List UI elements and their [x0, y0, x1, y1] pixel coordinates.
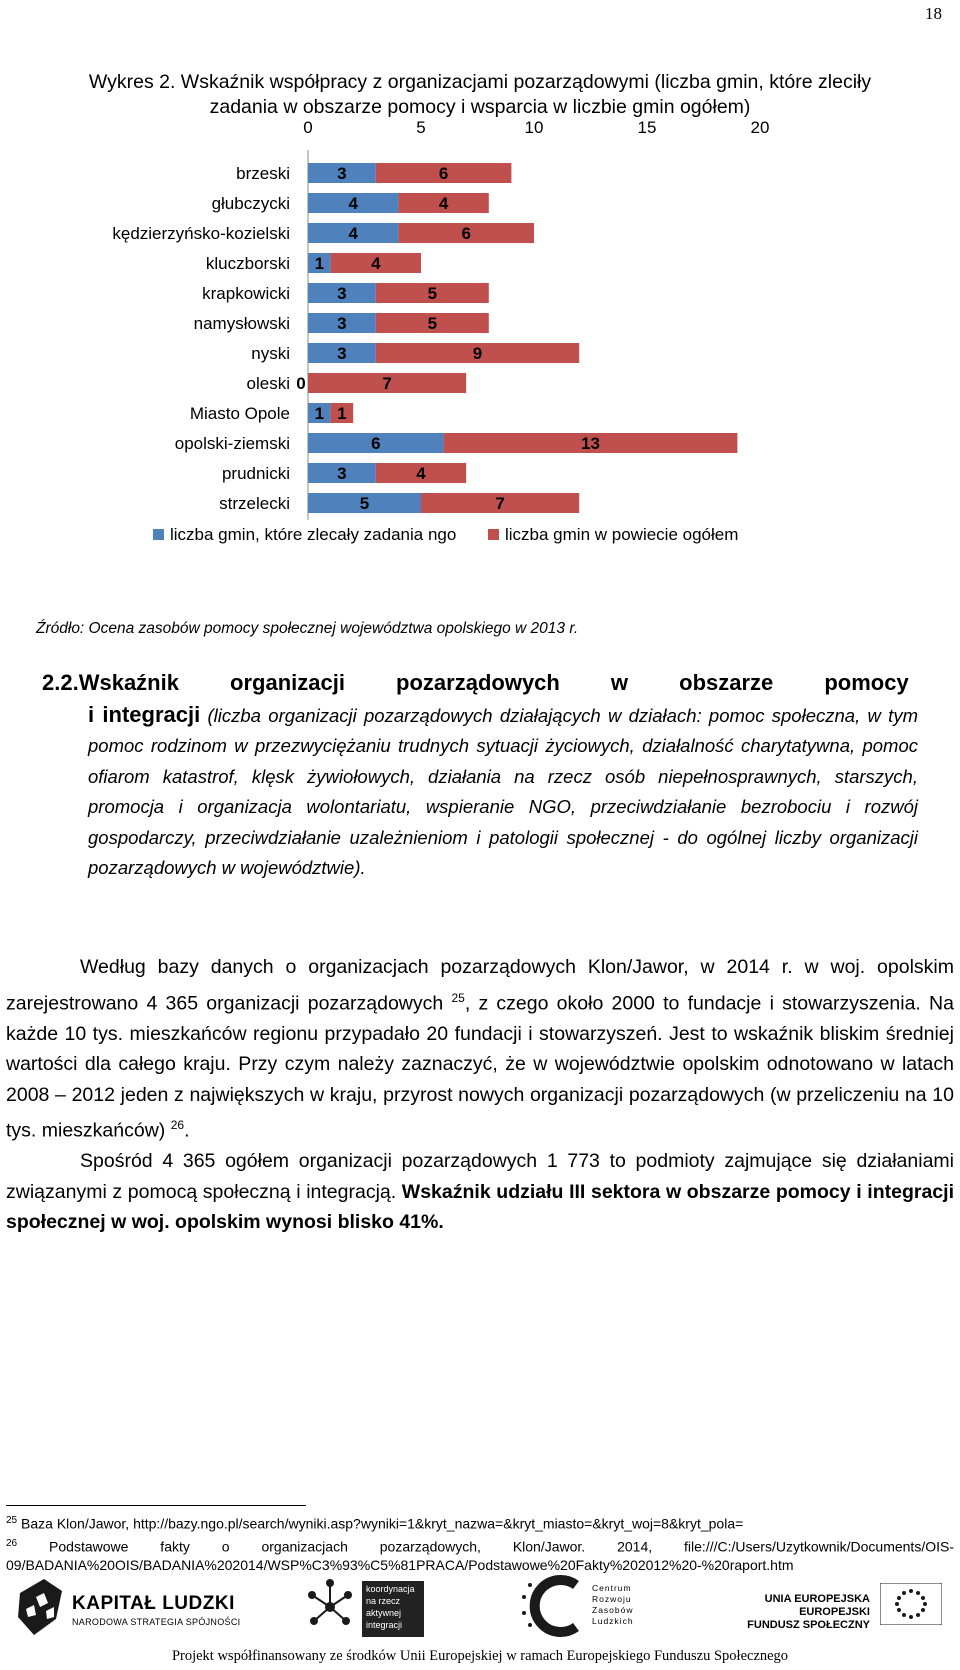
paragraph-2 — [6, 1146, 954, 1238]
footnote-ref-25: 25 — [451, 990, 465, 1005]
crzl-line-4: Ludzkich — [592, 1616, 634, 1626]
footnote-text: Baza Klon/Jawor, http://bazy.ngo.pl/search/wyniki.asp?wyniki=1&kryt_nazwa=&kryt_miasto=&kryt_woj=8&kryt_pola= — [17, 1515, 744, 1532]
category-label: krapkowicki — [202, 284, 290, 303]
eu-text — [720, 1593, 870, 1632]
paragraph-2-text: Spośród 4 365 ogółem organizacji pozarządowych 1 773 to podmioty zajmujące się działaniami związanymi z pomocą społeczną i integracją. — [6, 1150, 954, 1203]
section-2-2 — [42, 668, 918, 884]
chart-title — [40, 70, 920, 120]
section-number: 2.2. — [42, 670, 79, 695]
koordynacja-line-1: koordynacja — [366, 1584, 415, 1594]
x-tick-label: 15 — [637, 118, 657, 137]
data-label: 5 — [359, 494, 370, 513]
data-label: 9 — [472, 344, 483, 363]
footnote-number: 25 — [6, 1515, 18, 1526]
crzl-line-2: Rozwoju — [592, 1594, 632, 1604]
paragraph-1-text-b: , z czego około 2000 to fundacje i stowarzyszenia. Na każde 10 tys. mieszkańców regionu przypadało 20 fundacji i stowarzyszeń. Jest to wskaźnik bliskim średniej wartości dla całego kraju. Przy czym należy zaznaczyć, że w województwie opolskim odnotowano w latach 2008 – 2012 jeden z największych w kraju, przyrost nowych organizacji pozarządowych (w przeliczeniu na 10 tys. mieszkańców) — [6, 992, 954, 1142]
section-heading-part-2: i integracji — [88, 701, 201, 727]
data-label: 4 — [348, 194, 358, 213]
data-label: 6 — [438, 164, 449, 183]
data-label: 3 — [337, 464, 347, 483]
koordynacja-line-2: na rzecz — [366, 1596, 401, 1606]
crzl-logo — [520, 1573, 670, 1643]
x-tick-label: 5 — [416, 118, 426, 137]
eu-line-2: EUROPEJSKI — [799, 1606, 870, 1618]
data-label: 3 — [337, 284, 347, 303]
category-label: kędzierzyńsko-kozielski — [112, 224, 290, 243]
crzl-emblem-icon — [520, 1573, 590, 1639]
koordynacja-logo — [300, 1573, 450, 1643]
data-label: 4 — [348, 224, 358, 243]
data-label: 4 — [371, 254, 381, 273]
data-label: 3 — [337, 314, 347, 333]
footnote-26 — [6, 1534, 954, 1576]
crzl-text — [592, 1583, 634, 1627]
footnotes — [6, 1511, 954, 1575]
data-label: 7 — [495, 494, 505, 513]
x-tick-label: 0 — [303, 118, 313, 137]
paragraph-2-bold: Wskaźnik udziału III sektora w obszarze pomocy i integracji społecznej w woj. opolskim wynosi blisko 41%. — [6, 1180, 954, 1233]
section-description-block — [42, 700, 918, 884]
kapital-ludzki-emblem-icon — [14, 1573, 70, 1639]
eu-logo — [720, 1573, 950, 1643]
eu-line-3: FUNDUSZ SPOŁECZNY — [747, 1619, 870, 1631]
category-label: brzeski — [236, 164, 290, 183]
category-label: opolski-ziemski — [174, 434, 290, 453]
body-text — [6, 952, 954, 1238]
section-heading-part-1: Wskaźnik organizacji pozarządowych w obszarze pomocy — [78, 670, 909, 695]
data-label: 4 — [416, 464, 426, 483]
data-label: 4 — [438, 194, 449, 213]
category-label: prudnicki — [221, 464, 290, 483]
category-label: kluczborski — [205, 254, 290, 273]
category-label: Miasto Opole — [189, 404, 290, 423]
footnote-ref-26: 26 — [170, 1118, 185, 1132]
data-label: 3 — [337, 164, 347, 183]
cofinancing-note: Projekt współfinansowany ze środków Unii Europejskiej w ramach Europejskiego Funduszu Społecznego — [171, 1648, 789, 1664]
kapital-ludzki-subtitle: NARODOWA STRATEGIA SPÓJNOŚCI — [72, 1617, 241, 1627]
chart-title-line-2: zadania w obszarze pomocy i wsparcia w liczbie gmin ogółem) — [209, 96, 751, 118]
data-label: 6 — [461, 224, 471, 243]
legend-swatch-ngo — [153, 529, 164, 540]
data-label: 3 — [337, 344, 347, 363]
stacked-bar-chart — [0, 118, 960, 608]
data-label: 7 — [382, 374, 392, 393]
data-label: 1 — [314, 404, 325, 423]
section-description: (liczba organizacji pozarządowych działających w działach: pomoc społeczna, w tym pomoc rodzinom w przezwyciężaniu trudnych sytuacji życiowych, działalność charytatywna, pomoc ofiarom katastrof, klęsk żywiołowych, działania na rzecz osób niepełnosprawnych, starszych, promocja i organizacja wolontariatu, wspieranie NGO, przeciwdziałanie bezrobociu i rozwój gospodarczy, przeciwdziałanie uzależnieniom i patologii społecznej - do ogólnej liczby organizacji pozarządowych w województwie). — [88, 704, 918, 878]
paragraph-1 — [6, 952, 954, 1146]
category-label: oleski — [246, 374, 290, 393]
footnote-number: 26 — [6, 1537, 18, 1549]
footnote-text: Podstawowe fakty o organizacjach pozarządowych, Klon/Jawor. 2014, file:///C:/Users/Uzytkownik/Documents/OIS-09/BADANIA%20OIS/BADANIA%202014/WSP%C3%93%C5%81PRACA/Podstawowe%20Fakty%202012%20-%20raport.htm — [6, 1538, 954, 1574]
kapital-ludzki-title: KAPITAŁ LUDZKI — [72, 1593, 235, 1614]
data-label: 1 — [314, 254, 325, 273]
legend-label-total: liczba gmin w powiecie ogółem — [505, 525, 739, 544]
crzl-line-3: Zasobów — [592, 1605, 634, 1615]
paragraph-1-text-c: . — [184, 1119, 190, 1142]
data-label: 5 — [427, 284, 438, 303]
x-tick-label: 20 — [750, 118, 770, 137]
chart-source: Źródło: Ocena zasobów pomocy społecznej województwa opolskiego w 2013 r. — [36, 620, 579, 637]
legend-label-ngo: liczba gmin, które zlecały zadania ngo — [170, 525, 457, 544]
category-label: namysłowski — [193, 314, 290, 333]
footnote-divider — [6, 1505, 306, 1506]
page-number: 18 — [925, 4, 942, 23]
chart-title-line-1: Wykres 2. Wskaźnik współpracy z organizacjami pozarządowymi (liczba gmin, które zleciły — [88, 71, 872, 93]
x-tick-label: 10 — [524, 118, 544, 137]
eu-line-1: UNIA EUROPEJSKA — [764, 1593, 870, 1605]
legend-swatch-total — [488, 529, 499, 540]
logo-strip — [0, 1573, 960, 1653]
eu-flag-icon — [880, 1583, 942, 1625]
data-label: 0 — [296, 374, 306, 393]
category-label: głubczycki — [211, 194, 290, 213]
koordynacja-line-3: aktywnej — [366, 1608, 402, 1618]
footnote-25 — [6, 1511, 954, 1534]
data-label: 13 — [581, 434, 600, 453]
data-label: 6 — [371, 434, 381, 453]
crzl-line-1: Centrum — [592, 1583, 632, 1593]
koordynacja-line-4: integracji — [366, 1620, 403, 1630]
category-label: nyski — [251, 344, 290, 363]
data-label: 5 — [427, 314, 438, 333]
data-label: 1 — [337, 404, 347, 423]
category-label: strzelecki — [219, 494, 290, 513]
paragraph-1-text-a: Według bazy danych o organizacjach pozarządowych Klon/Jawor, w 2014 r. w woj. opolskim zarejestrowano 4 365 organizacji pozarządowych — [6, 956, 954, 1014]
kapital-ludzki-logo — [14, 1573, 244, 1643]
koordynacja-emblem-icon — [300, 1573, 360, 1639]
koordynacja-text-box — [362, 1581, 424, 1637]
